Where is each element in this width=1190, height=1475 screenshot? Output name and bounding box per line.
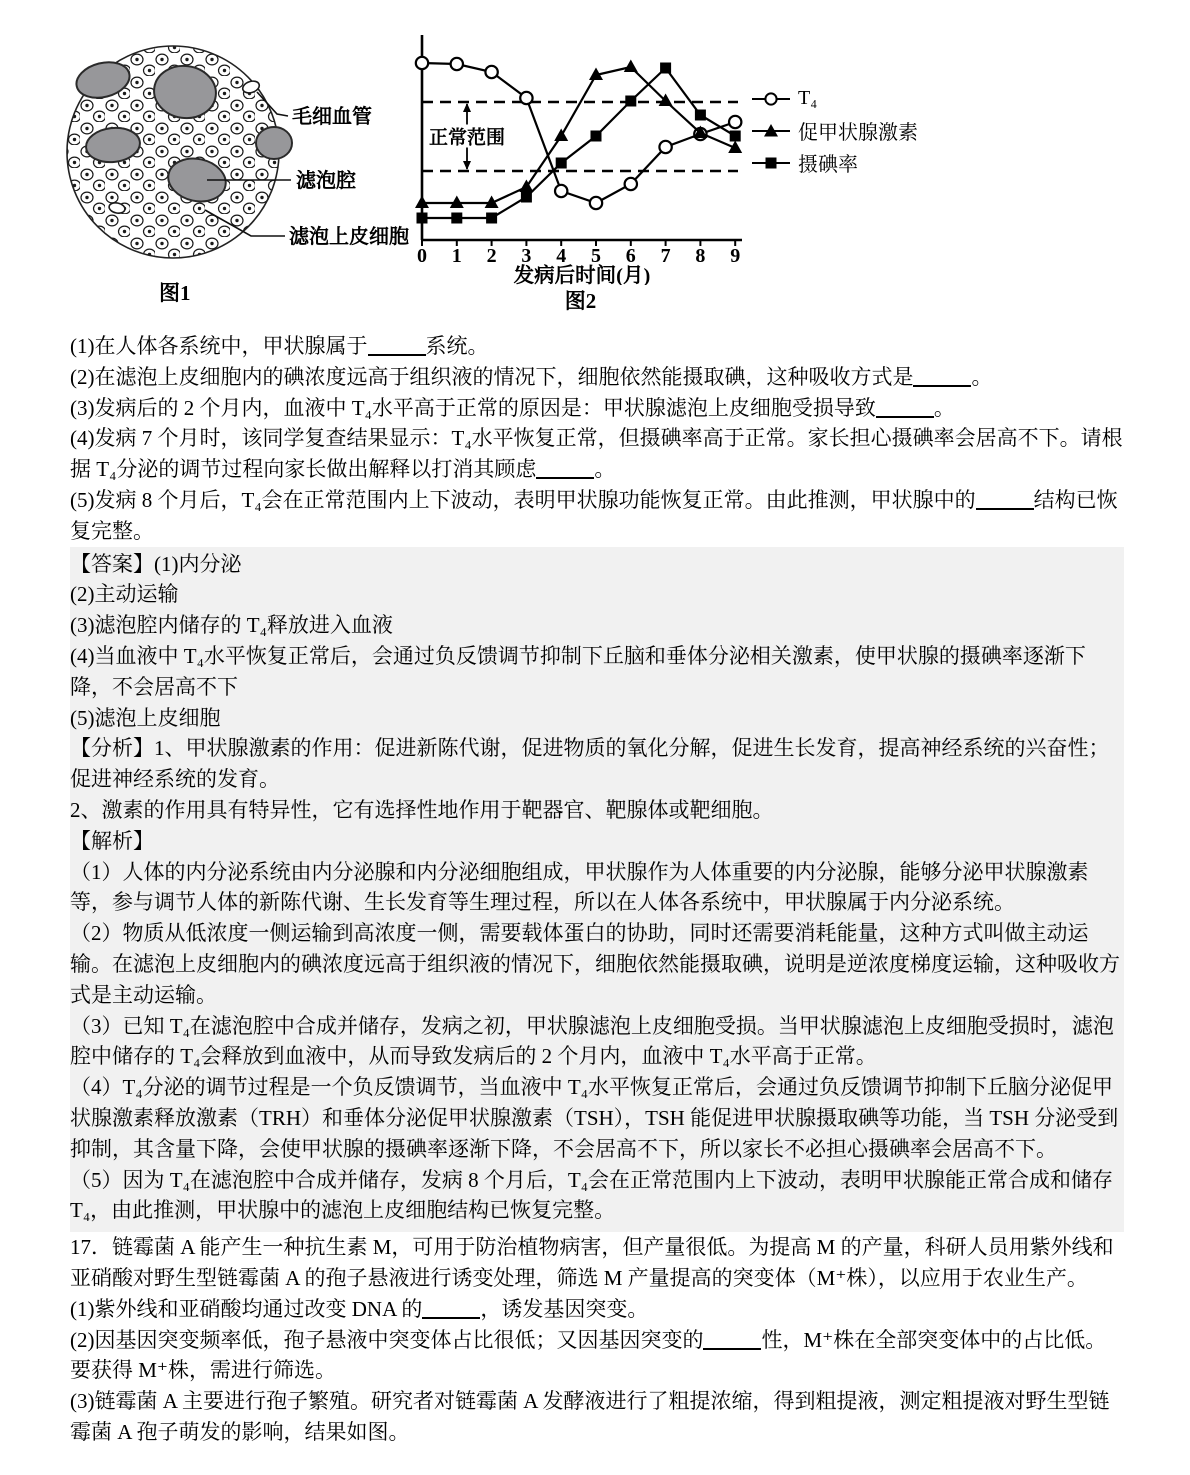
question-16-5: [70, 485, 1124, 547]
explanation-1: （1）人体的内分泌系统由内分泌腺和内分泌细胞组成，甲状腺作为人体重要的内分泌腺，能够分泌甲状腺激素等，参与调节人体的新陈代谢、生长发育等生理过程，所以在人体各系统中，甲状腺属于内分泌系统。: [70, 859, 1089, 915]
svg-text:正常范围: 正常范围: [428, 127, 506, 149]
fill-in-blank: [913, 380, 971, 387]
question-16-3: [70, 393, 1124, 424]
explanation-5: （5）因为 T₄在滤泡腔中合成并储存，发病 8 个月后，T₄会在正常范围内上下波动，表明甲状腺能正常合成和储存 T₄，由此推测，甲状腺中的滤泡上皮细胞结构已恢复完整。: [70, 1167, 1114, 1223]
fill-in-blank: [536, 472, 594, 479]
question-text: 。: [971, 364, 993, 389]
svg-text:6: 6: [625, 245, 636, 267]
question-text: (5)发病 8 个月后，T₄会在正常范围内上下波动，表明甲状腺功能恢复正常。由此推测，甲状腺中的: [70, 487, 976, 512]
question-text: (2)因基因突变频率低，孢子悬液中突变体占比很低；又因基因突变的: [70, 1327, 704, 1352]
open-circle-marker-icon: [752, 91, 790, 107]
svg-text:5: 5: [591, 245, 601, 267]
label-capillary: 毛细血管: [292, 106, 372, 128]
label-epithelium: 滤泡上皮细胞: [289, 226, 409, 248]
svg-text:8: 8: [695, 245, 706, 267]
explanation-4: （4）T₄分泌的调节过程是一个负反馈调节，当血液中 T₄水平恢复正常后，会通过负反馈调节抑制下丘脑分泌促甲状腺激素释放激素（TRH）和垂体分泌促甲状腺激素（TSH），TSH 能促进甲状腺摄取碘等功能，当 TSH 分泌受到抑制，其含量下降，会使甲状腺的摄碘率逐渐下降，不会居高不下，所以家长不必担心摄碘率会居高不下。: [70, 1075, 1119, 1161]
question-text: 性，M⁺株在全部突变体中的占比低。要获得 M⁺株，需进行筛选。: [70, 1327, 1107, 1383]
figure1-caption: 图1: [159, 281, 191, 305]
question-text: (4)发病 7 个月时，该同学复查结果显示：T₄水平恢复正常，但摄碘率高于正常。家长担心摄碘率会居高不下。请根据 T₄分泌的调节过程向家长做出解释以打消其顾虑: [70, 426, 1123, 482]
question-16-2: [70, 362, 1124, 393]
question-text: 系统。: [425, 334, 489, 358]
question-17-1: [70, 1294, 1124, 1325]
svg-text:4: 4: [556, 245, 567, 267]
question-text: ，诱发基因突变。: [480, 1296, 649, 1321]
question-16-4: [70, 423, 1124, 485]
svg-text:9: 9: [730, 245, 741, 267]
legend-item-tsh: [752, 120, 918, 144]
svg-text:0: 0: [417, 245, 427, 267]
question-text: (1)在人体各系统中，甲状腺属于: [70, 334, 368, 358]
fill-in-blank: [703, 1343, 761, 1350]
explanation-head: 【解析】: [70, 828, 154, 853]
answer-highlight-block: [70, 547, 1124, 1233]
figure2-chart-wrap: [408, 33, 753, 313]
explanation-2: （2）物质从低浓度一侧运输到高浓度一侧，需要载体蛋白的协助，同时还需要消耗能量，这种方式叫做主动运输。在滤泡上皮细胞内的碘浓度远高于组织液的情况下，细胞依然能摄取碘，说明是逆浓度梯度运输，这种吸收方式是主动运输。: [70, 921, 1120, 1007]
svg-text:7: 7: [660, 245, 671, 267]
document-body: [70, 331, 1124, 1448]
legend-item-iodine: [752, 152, 918, 176]
fill-in-blank: [368, 349, 426, 356]
svg-text:1: 1: [451, 245, 462, 267]
legend-label-tsh: 促甲状腺激素: [798, 122, 918, 144]
svg-text:发病后时间(月): 发病后时间(月): [513, 265, 651, 285]
question-17-stem: 17．链霉菌 A 能产生一种抗生素 M，可用于防治植物病害，但产量很低。为提高 M 的产量，科研人员用紫外线和亚硝酸对野生型链霉菌 A 的孢子悬液进行诱变处理，筛选 M 产量提高的突变体（M⁺株），以应用于农业生产。: [70, 1235, 1114, 1290]
question-text: (2)在滤泡上皮细胞内的碘浓度远高于组织液的情况下，细胞依然能摄取碘，这种吸收方式是: [70, 364, 914, 389]
figures-row: [0, 0, 1190, 331]
question-17-3: (3)链霉菌 A 主要进行孢子繁殖。研究者对链霉菌 A 发酵液进行了粗提浓缩，得到粗提液，测定粗提液对野生型链霉菌 A 孢子萌发的影响，结果如图。: [70, 1389, 1110, 1444]
svg-text:2: 2: [486, 245, 497, 267]
filled-triangle-marker-icon: [752, 123, 790, 139]
question-16-1: [70, 331, 1124, 362]
legend-item-t4: [752, 88, 918, 109]
answer-line-2: (2)主动运输: [70, 582, 179, 607]
question-text: 结构已恢复完整。: [70, 487, 1118, 543]
answer-line-4: (4)当血液中 T₄水平恢复正常后，会通过负反馈调节抑制下丘脑和垂体分泌相关激素，使甲状腺的摄碘率逐渐下降，不会居高不下: [70, 643, 1086, 699]
filled-square-marker-icon: [752, 155, 790, 171]
label-lumen: 滤泡腔: [296, 170, 356, 192]
question-17-2: [70, 1325, 1124, 1387]
svg-text:3: 3: [521, 245, 532, 267]
explanation-3: （3）已知 T₄在滤泡腔中合成并储存，发病之初，甲状腺滤泡上皮细胞受损。当甲状腺滤泡上皮细胞受损时，滤泡腔中储存的 T₄会释放到血液中，从而导致发病后的 2 个月内，血液中 T₄水平高于正常。: [70, 1013, 1114, 1069]
question-text: 。: [933, 395, 955, 420]
fill-in-blank: [976, 503, 1034, 510]
question-text: 。: [594, 457, 616, 482]
follicle-lumen: [256, 127, 292, 159]
figure2-caption: 图2: [564, 289, 597, 313]
fill-in-blank: [876, 411, 934, 418]
fill-in-blank: [422, 1312, 480, 1319]
answer-line-5: (5)滤泡上皮细胞: [70, 705, 221, 730]
legend-label-t4: T₄: [798, 87, 818, 109]
line-chart: [408, 33, 753, 285]
analysis-line-1: 【分析】1、甲状腺激素的作用：促进新陈代谢，促进物质的氧化分解，促进生长发育，提高神经系统的兴奋性；促进神经系统的发育。: [70, 736, 1110, 792]
answer-line-3: (3)滤泡腔内储存的 T₄释放进入血液: [70, 613, 393, 638]
answer-line-1: 【答案】(1)内分泌: [70, 551, 242, 576]
legend-label-iodine: 摄碘率: [798, 154, 858, 176]
question-text: (3)发病后的 2 个月内，血液中 T₄水平高于正常的原因是：甲状腺滤泡上皮细胞受损导致: [70, 395, 876, 420]
thyroid-follicle-figure: [55, 30, 415, 308]
question-text: (1)紫外线和亚硝酸均通过改变 DNA 的: [70, 1296, 423, 1321]
analysis-line-2: 2、激素的作用具有特异性，它有选择性地作用于靶器官、靶腺体或靶细胞。: [70, 797, 774, 822]
chart-legend: [752, 87, 918, 176]
